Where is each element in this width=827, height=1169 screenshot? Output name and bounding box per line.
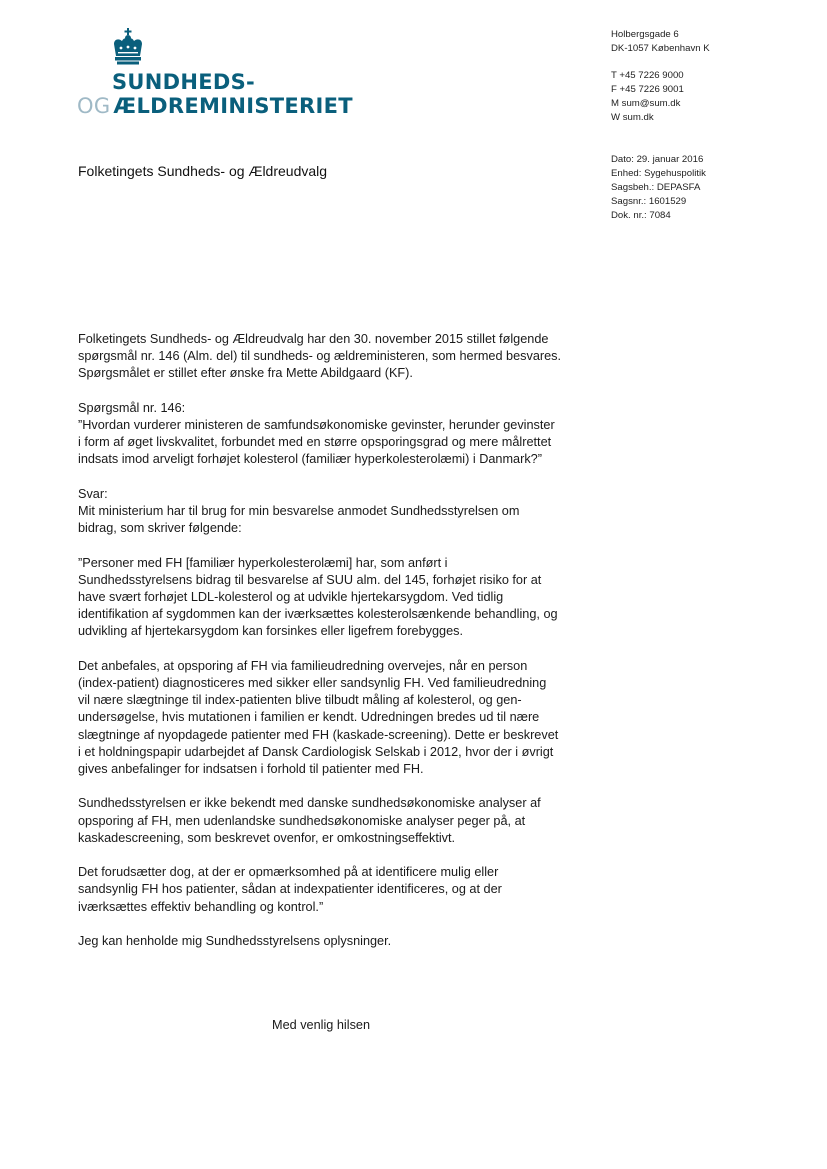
logo-ministry-name: ÆLDREMINISTERIET — [113, 94, 353, 118]
case-officer-line: Sagsbeh.: DEPASFA — [611, 182, 701, 193]
paragraph — [78, 486, 578, 538]
phone-line: T +45 7226 9000 — [611, 70, 684, 81]
paragraph — [78, 555, 578, 641]
case-number-line: Sagsnr.: 1601529 — [611, 196, 687, 207]
fax-line: F +45 7226 9001 — [611, 84, 684, 95]
paragraph — [78, 400, 578, 469]
text-line: Spørgsmål nr. 146: — [78, 400, 186, 415]
text-line: i et holdningspapir udarbejdet af Dansk Cardiologisk Selskab i 2012, hvor der i øvrigt — [78, 744, 554, 759]
document-number-line: Dok. nr.: 7084 — [611, 210, 671, 221]
paragraph — [78, 933, 578, 950]
text-line: ”Hvordan vurderer ministeren de samfundsøkonomiske gevinster, herunder gevinster — [78, 418, 555, 432]
text-line: gives anbefalinger for indsatsen i forhold til patienter med FH. — [78, 762, 424, 777]
text-line: Sundhedsstyrelsen er ikke bekendt med danske sundhedsøkonomiske analyser af — [78, 796, 541, 811]
web-line: W sum.dk — [611, 112, 654, 123]
text-line: iværksættes effektiv behandling og kontrol.” — [78, 899, 324, 914]
text-line: Mit ministerium har til brug for min besvarelse anmodet Sundhedsstyrelsen om — [78, 504, 520, 518]
date-line: Dato: 29. januar 2016 — [611, 154, 704, 165]
address-line: DK-1057 København K — [611, 43, 710, 54]
text-line: undersøgelse, hvis mutationen i familien er kendt. Udredningen bredes ud til nære — [78, 710, 540, 725]
paragraph — [78, 864, 578, 916]
text-line: have svært forhøjet LDL-kolesterol og at udvikle hjertekarsygdom. Ved tidlig — [78, 590, 504, 604]
paragraph — [78, 658, 578, 778]
address-line: Holbergsgade 6 — [611, 29, 679, 40]
ministry-logo — [76, 28, 366, 123]
text-line: opsporing af FH, men udenlandske sundhedsøkonomiske analyser peger på, at — [78, 813, 526, 828]
text-line: vil nære slægtninge til index-patienten blive tilbudt måling af kolesterol, og gen- — [78, 693, 522, 708]
text-line: Spørgsmålet er stillet efter ønske fra Mette Abildgaard (KF). — [78, 366, 413, 381]
logo-text-line1: SUNDHEDS- — [112, 70, 256, 94]
text-line: i form af øget livskvalitet, forbundet med en større opsporingsgrad og mere målrettet — [78, 435, 552, 450]
closing-salutation: Med venlig hilsen — [272, 1018, 371, 1032]
text-line: kaskadescreening, som beskrevet ovenfor, er omkostningseffektivt. — [78, 830, 456, 845]
text-line: ”Personer med FH [familiær hyperkolesterolæmi] har, som anført i — [78, 555, 448, 570]
text-line: sandsynlig FH hos patienter, sådan at indexpatienter identificeres, og at der — [78, 882, 502, 897]
logo-text-line2 — [77, 94, 353, 118]
logo-prefix: OG — [77, 94, 111, 118]
text-line: udvikling af hjertekarsygdom kan forsinkes eller ligefrem forebygges. — [78, 624, 464, 639]
text-line: slægtninge af nyopdagede patienter med FH (kaskade-screening). Dette er beskrevet — [78, 727, 559, 742]
text-line: Sundhedsstyrelsens bidrag til besvarelse af SUU alm. del 145, forhøjet risiko for at — [78, 572, 542, 587]
crown-icon — [108, 28, 148, 68]
text-line: (index-patient) diagnosticeres med sikker eller sandsynlig FH. Ved familieudredning — [78, 676, 547, 690]
text-line: bidrag, som skriver følgende: — [78, 521, 242, 536]
text-line: Det anbefales, at opsporing af FH via familieudredning overvejes, når en person — [78, 658, 528, 673]
text-line: Det forudsætter dog, at der er opmærksomhed på at identificere mulig eller — [78, 865, 499, 880]
text-line: indsats imod arveligt forhøjet kolesterol (familiær hyperkolesterolæmi) i Danmark?” — [78, 452, 542, 467]
contact-block — [611, 28, 811, 223]
paragraph — [78, 331, 578, 383]
text-line: Svar: — [78, 486, 108, 501]
text-line: identifikation af sygdommen kan der iværksættes kolesterolsænkende behandling, og — [78, 607, 558, 622]
unit-line: Enhed: Sygehuspolitik — [611, 168, 706, 179]
paragraph — [78, 795, 578, 847]
text-line: Folketingets Sundheds- og Ældreudvalg har den 30. november 2015 stillet følgende — [78, 332, 549, 346]
text-line: spørgsmål nr. 146 (Alm. del) til sundheds- og ældreministeren, som hermed besvares. — [78, 349, 562, 364]
email-line: M sum@sum.dk — [611, 98, 681, 109]
text-line: Jeg kan henholde mig Sundhedsstyrelsens oplysninger. — [78, 934, 392, 948]
letter-body — [78, 331, 578, 967]
recipient: Folketingets Sundheds- og Ældreudvalg — [78, 163, 328, 179]
